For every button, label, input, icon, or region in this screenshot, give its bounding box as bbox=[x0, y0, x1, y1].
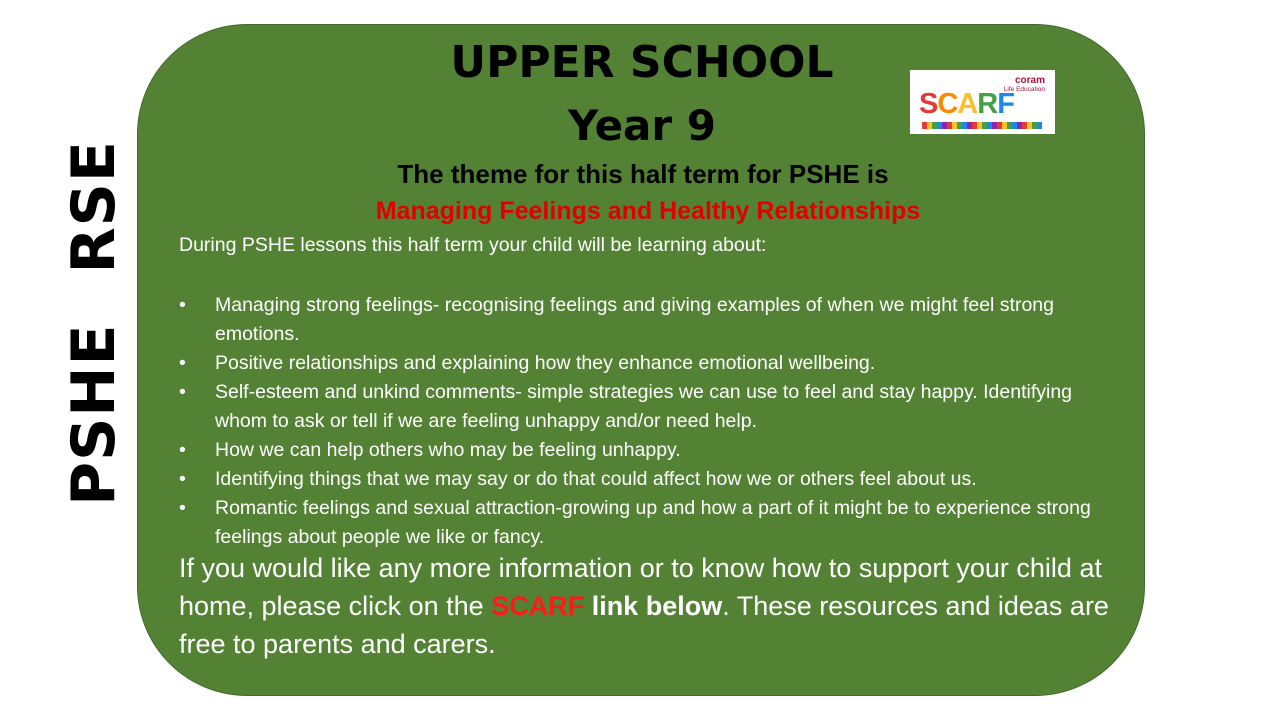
logo-scarf-text bbox=[919, 88, 1014, 121]
list-item: • Self-esteem and unkind comments- simple strategies we can use to feel and stay happy. Identifying whom to ask or tell if we are feeling unhappy and/or need help. bbox=[179, 378, 1109, 436]
side-label-pshe: PSHE bbox=[59, 323, 129, 506]
scarf-link[interactable]: SCARF bbox=[491, 591, 585, 621]
logo-letter: A bbox=[957, 88, 978, 120]
list-item: • Managing strong feelings- recognising feelings and giving examples of when we might feel strong emotions. bbox=[179, 291, 1109, 349]
scarf-logo bbox=[910, 70, 1055, 134]
learning-intro: During PSHE lessons this half term your child will be learning about: bbox=[179, 234, 767, 256]
support-message bbox=[179, 549, 1119, 663]
learning-list bbox=[179, 291, 1109, 552]
support-text: If you would like any more information or to know how to support your child at home, please click on the bbox=[179, 553, 1102, 621]
support-text-end: . These resources and ideas are free to parents and carers. bbox=[179, 591, 1109, 659]
logo-org-text: coram bbox=[1014, 75, 1045, 86]
theme-intro: The theme for this half term for PSHE is bbox=[397, 159, 889, 189]
logo-letter: R bbox=[977, 88, 998, 120]
info-card bbox=[137, 24, 1145, 696]
list-item: • How we can help others who may be feeling unhappy. bbox=[179, 436, 1109, 465]
logo-people-strip bbox=[922, 122, 1042, 129]
list-item: • Positive relationships and explaining how they enhance emotional wellbeing. bbox=[179, 349, 1109, 378]
logo-sub-text: Life Education bbox=[1003, 86, 1045, 93]
logo-letter: S bbox=[919, 88, 938, 120]
logo-letter: F bbox=[997, 88, 1014, 120]
side-label-rse: RSE bbox=[59, 140, 129, 274]
page-title: UPPER SCHOOL bbox=[450, 37, 834, 88]
theme-name: Managing Feelings and Healthy Relationships bbox=[375, 197, 921, 225]
list-item: • Romantic feelings and sexual attraction-growing up and how a part of it might be to experience strong feelings about people we like or fancy. bbox=[179, 494, 1109, 552]
year-heading: Year 9 bbox=[568, 101, 716, 150]
link-below-text: link below bbox=[584, 591, 723, 621]
side-label bbox=[54, 133, 134, 513]
list-item: • Identifying things that we may say or do that could affect how we or others feel about us. bbox=[179, 465, 1109, 494]
logo-letter: C bbox=[937, 88, 958, 120]
